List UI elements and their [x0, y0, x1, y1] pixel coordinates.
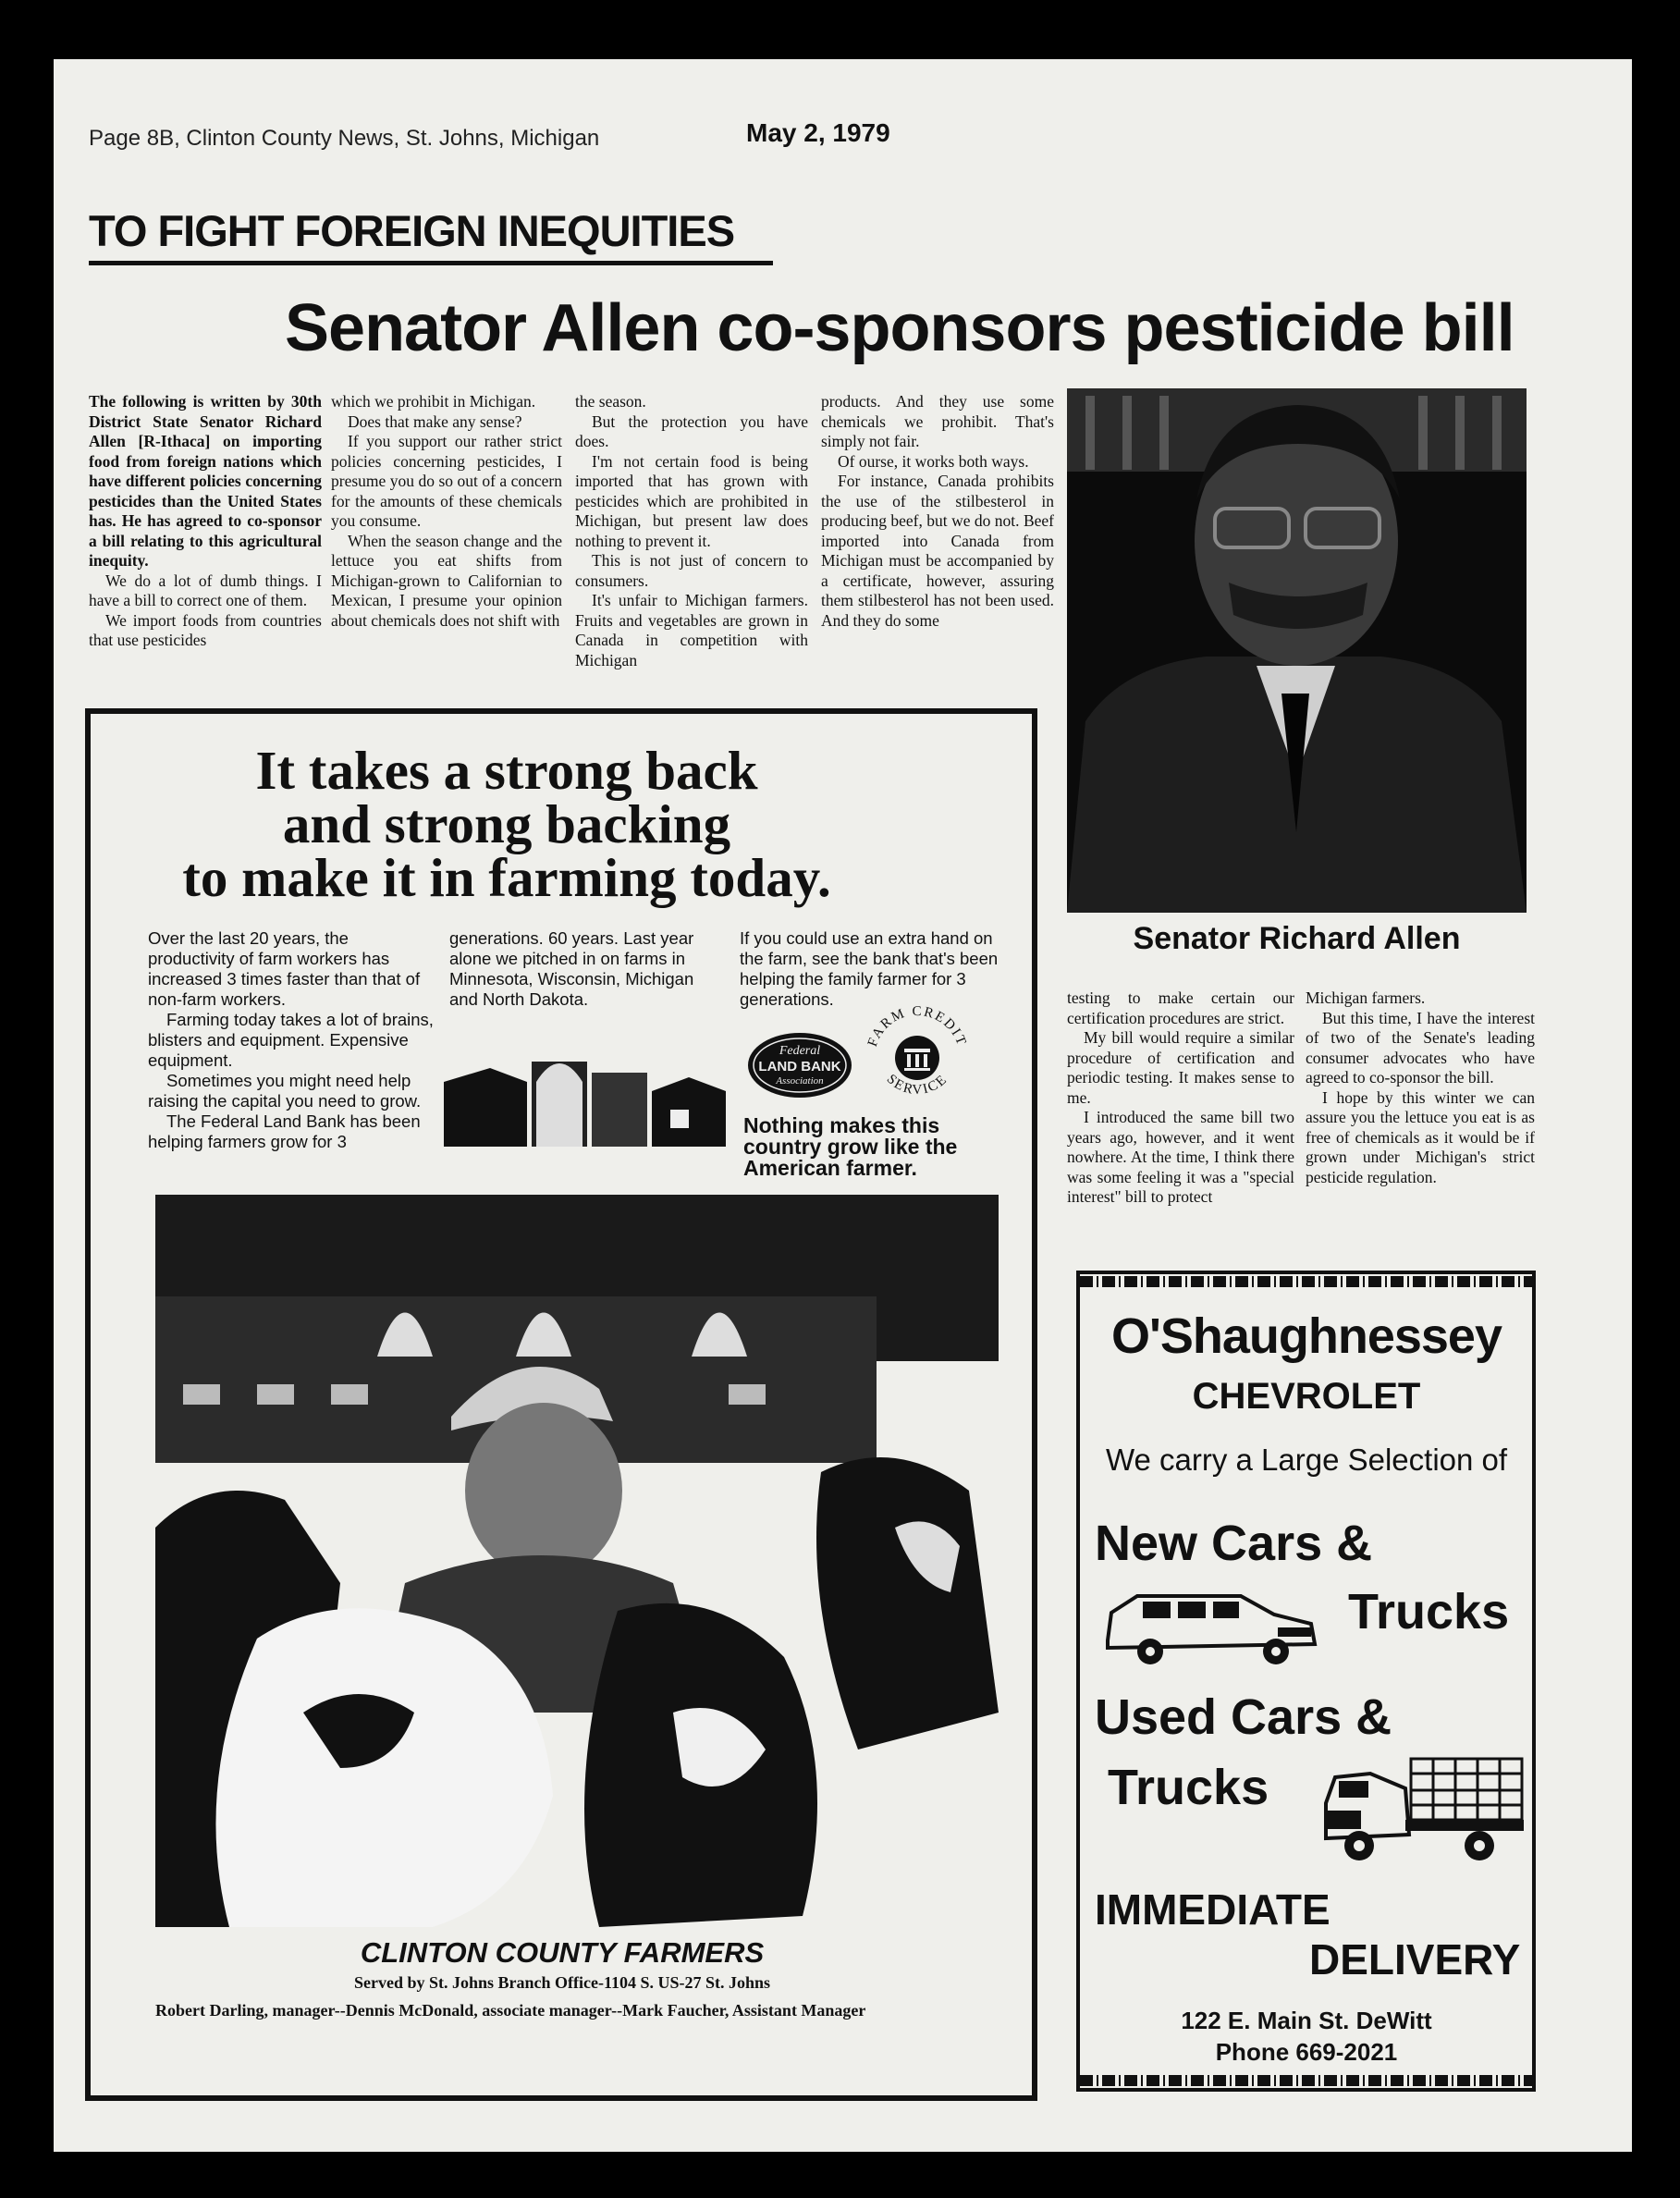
chain-border-bottom: [1080, 2075, 1532, 2086]
stake-truck-icon: [1322, 1746, 1527, 1873]
paragraph: Farming today takes a lot of brains, blisters and equipment. Expensive equipment.: [148, 1010, 434, 1070]
dealer-address: 122 E. Main St. DeWitt: [1181, 2007, 1432, 2034]
logo-association-text: Association: [776, 1075, 824, 1087]
paragraph: Over the last 20 years, the productivity of farm workers has increased 3 times faster than that of non-farm workers.: [148, 928, 421, 1009]
paragraph: which we prohibit in Michigan.: [331, 392, 536, 411]
station-wagon-icon: [1102, 1587, 1318, 1672]
paragraph: products. And they use some chemicals we prohibit. That's simply not fair.: [821, 392, 1054, 450]
senator-photo: [1067, 388, 1527, 913]
paragraph: Michigan farmers.: [1306, 988, 1426, 1007]
photo-caption: Senator Richard Allen: [1133, 921, 1461, 956]
land-bank-column-1: [148, 928, 436, 1152]
new-cars-line: New Cars &: [1095, 1516, 1373, 1571]
logo-federal-text: Federal: [779, 1044, 821, 1058]
paragraph: Does that make any sense?: [348, 411, 522, 431]
paragraph: testing to make certain our certification procedures are strict.: [1067, 988, 1294, 1027]
chevrolet-dealer-ad: [1076, 1271, 1536, 2092]
paragraph: I hope by this winter we can assure you the lettuce you eat is as free of chemicals as it would be if grown under Michigan's strict pesticide regulation.: [1306, 1087, 1535, 1186]
paragraph: If you could use an extra hand on the farm, see the bank that's been helping the family farmer for 3 generations.: [740, 928, 999, 1009]
paragraph: The Federal Land Bank has been helping farmers grow for 3: [148, 1111, 421, 1151]
paragraph: But the protection you have does.: [575, 411, 808, 450]
ring-top-text: FARM CREDIT: [865, 1003, 970, 1050]
paragraph: When the season change and the lettuce you eat shifts from Michigan-grown to Californian to Mexican, I presume your opinion about chemicals does not shift with: [331, 531, 562, 630]
barn-illustration: [444, 1045, 730, 1147]
paragraph: the season.: [575, 392, 646, 411]
article-intro: The following is written by 30th District State Senator Richard Allen [R-Ithaca] on importing food from foreign nations which have different policies concerning pesticides than the United States has. He has agreed to co-sponsor a bill relating to this agricultural inequity.: [89, 392, 322, 570]
paragraph: For instance, Canada prohibits the use of the stilbesterol in producing beef, but we do not. Beef imported into Canada from Michigan must be accompanied by a certificate, however, assuring them stilbesterol has not been used. And they do some: [821, 472, 1054, 630]
land-bank-footer-title: CLINTON COUNTY FARMERS: [360, 1936, 765, 1969]
headline-line: and strong backing: [282, 793, 731, 854]
land-bank-column-2: [449, 928, 727, 1010]
issue-date: May 2, 1979: [746, 118, 890, 147]
paragraph: If you support our rather strict policies concerning pesticides, I presume you do so out of a concern for the amounts of these chemicals you consume.: [331, 432, 562, 530]
land-bank-logo: [745, 1030, 854, 1100]
newspaper-page: [54, 59, 1632, 2152]
article-headline: Senator Allen co-sponsors pesticide bill: [285, 291, 1514, 365]
paragraph: We import foods from countries that use pesticides: [89, 610, 322, 649]
paragraph: It's unfair to Michigan farmers. Fruits and vegetables are grown in Canada in competition with Michigan: [575, 591, 808, 669]
selection-text: We carry a Large Selection of: [1105, 1443, 1508, 1477]
paragraph: Sometimes you might need help raising the capital you need to grow.: [148, 1071, 422, 1111]
ring-bottom-text: SERVICE: [883, 1071, 951, 1099]
paragraph: We do a lot of dumb things. I have a bill to correct one of them.: [89, 571, 322, 609]
delivery-line-1: IMMEDIATE: [1095, 1885, 1331, 1934]
farmer-with-cows-image: [155, 1195, 999, 1927]
dealer-phone: Phone 669-2021: [1215, 2038, 1398, 2066]
farm-credit-service-logo: [862, 1002, 973, 1113]
used-trucks-line: Trucks: [1108, 1760, 1269, 1815]
page-folio: Page 8B, Clinton County News, St. Johns, Michigan: [89, 126, 600, 151]
senator-portrait-image: [1067, 388, 1527, 913]
paragraph: But this time, I have the interest of two of the Senate's leading consumer advocates who have agreed to co-sponsor the bill.: [1306, 1008, 1535, 1087]
used-cars-line: Used Cars &: [1095, 1689, 1392, 1745]
paragraph: This is not just of concern to consumers.: [575, 551, 808, 590]
delivery-line-2: DELIVERY: [1309, 1935, 1521, 1983]
kicker-rule: [89, 261, 773, 265]
article-column-6: [1306, 988, 1535, 1187]
paragraph: My bill would require a similar procedure of certification and periodic testing. It makes sense to me.: [1067, 1028, 1294, 1107]
land-bank-slogan: Nothing makes this country grow like the American farmer.: [743, 1113, 958, 1180]
article-column-1: [89, 392, 322, 651]
farmer-photo: [155, 1195, 999, 1927]
article-column-3: [575, 392, 808, 670]
article-kicker: TO FIGHT FOREIGN INEQUITIES: [89, 206, 735, 255]
paragraph: Of ourse, it works both ways.: [838, 451, 1029, 471]
logo-land-bank-text: LAND BANK: [758, 1059, 841, 1074]
land-bank-column-3: [740, 928, 1008, 1010]
article-column-5: [1067, 988, 1294, 1208]
land-bank-footer-address: Served by St. Johns Branch Office-1104 S. US-27 St. Johns: [353, 1973, 771, 1992]
new-trucks-line: Trucks: [1348, 1584, 1510, 1639]
land-bank-headline: [91, 740, 923, 908]
paragraph: I'm not certain food is being imported that has grown with pesticides which are prohibited in Michigan, but present law does nothing to prevent it.: [575, 451, 808, 550]
land-bank-ad: [85, 708, 1037, 2101]
chain-border-top: [1080, 1276, 1532, 1287]
dealer-make: CHEVROLET: [1192, 1376, 1421, 1417]
dealer-name: O'Shaughnessey: [1111, 1308, 1502, 1364]
headline-line: to make it in farming today.: [182, 847, 831, 908]
headline-line: It takes a strong back: [255, 740, 758, 801]
paragraph: I introduced the same bill two years ago, however, and it went nowhere. At the time, I think there was some feeling it was a "special interest" bill to protect: [1067, 1108, 1294, 1206]
article-column-4: [821, 392, 1054, 631]
paragraph: generations. 60 years. Last year alone we pitched in on farms in Minnesota, Wisconsin, Michigan and North Dakota.: [449, 928, 694, 1009]
article-column-2: [331, 392, 562, 631]
land-bank-footer-staff: Robert Darling, manager--Dennis McDonald, associate manager--Mark Faucher, Assistant Manager: [155, 2001, 866, 2020]
